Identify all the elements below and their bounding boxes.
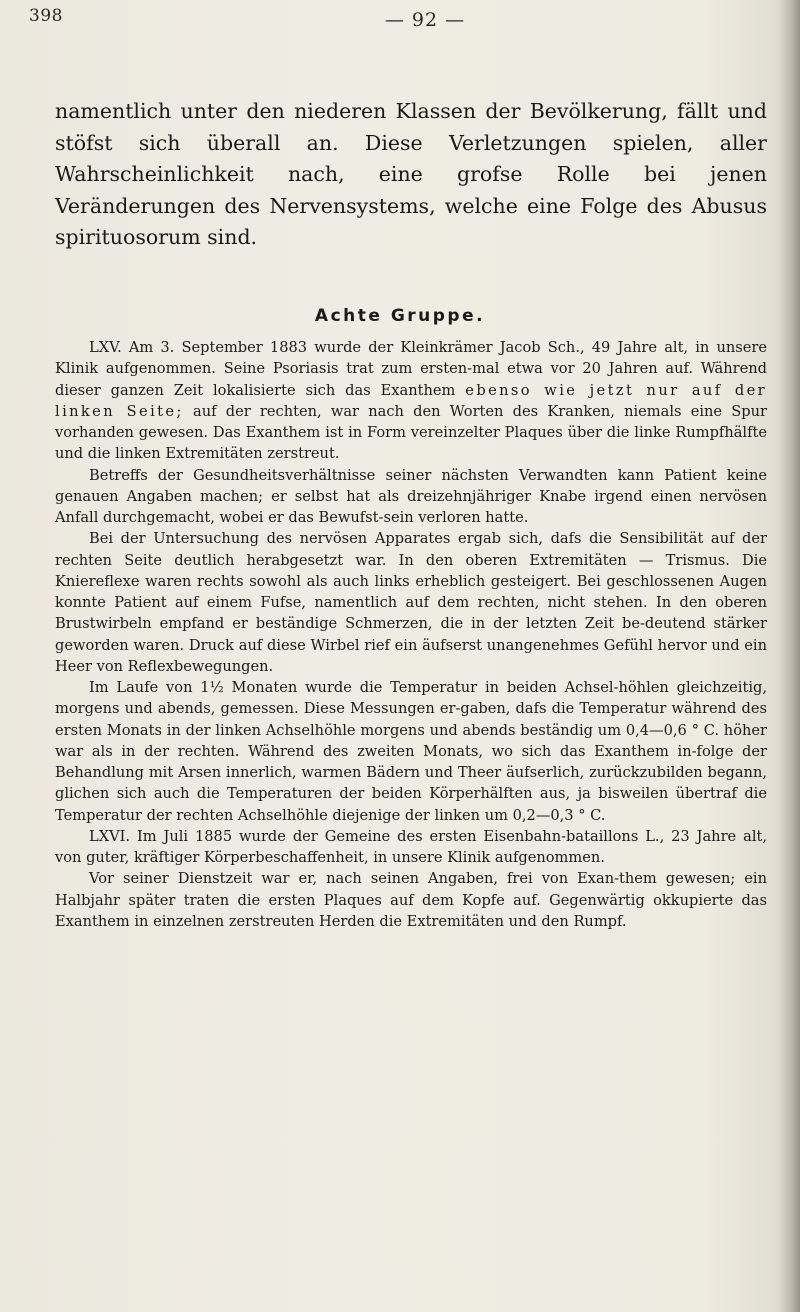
spaced-emphasis: ebenso wie jetzt nur auf der linken Seite;	[55, 381, 768, 420]
body-text	[55, 337, 767, 932]
page-number-center: — 92 —	[384, 9, 466, 31]
page-edge-shadow	[778, 0, 800, 1312]
paragraph-temperature: Im Laufe von 1½ Monaten wurde die Temperatur in beiden Achsel-höhlen gleichzeitig, morgens und abends, gemessen. Diese Messungen er-gaben, dafs die Temperatur während des ersten Monats in der linken Achselhöhle morgens und abends beständig um 0,4—0,6 ° C. höher war als in der rechten. Während des zweiten Monats, wo sich das Exanthem in-folge der Behandlung mit Arsen innerlich, warmen Bädern und Theer äufserlich, zurückzubilden begann, glichen sich auch die Temperaturen der beiden Körperhälften aus, ja bisweilen übertraf die Temperatur der rechten Achselhöhle diejenige der linken um 0,2—0,3 ° C.	[55, 679, 767, 824]
paragraph-case-65-part-2: auf der rechten, war nach den Worten des Kranken, niemals eine Spur vorhanden gewesen. Das Exanthem ist in Form vereinzelter Plaques über die linke Rumpfhälfte und die linken Extremitäten zerstreut.	[55, 402, 768, 463]
paragraph-examination: Bei der Untersuchung des nervösen Apparates ergab sich, dafs die Sensibilität auf der rechten Seite deutlich herabgesetzt war. In den oberen Extremitäten — Trismus. Die Kniereflexe waren rechts sowohl als auch links erheblich gesteigert. Bei geschlossenen Augen konnte Patient auf einem Fufse, namentlich auf dem rechten, nicht stehen. In den oberen Brustwirbeln empfand er beständige Schmerzen, die in der letzten Zeit be-deutend stärker geworden waren. Druck auf diese Wirbel rief ein äufserst unangenehmes Gefühl hervor und ein Heer von Reflexbewegungen.	[55, 530, 767, 675]
paragraph-case-66-history: Vor seiner Dienstzeit war er, nach seinen Angaben, frei von Exan-them gewesen; ein Halbjahr später traten die ersten Plaques auf dem Kopfe auf. Gegenwärtig okkupierte das Exanthem in einzelnen zerstreuten Herden die Extremitäten und den Rumpf.	[55, 870, 767, 930]
paragraph-case-65	[55, 337, 767, 465]
section-heading: Achte Gruppe.	[314, 306, 486, 326]
page-number-left: 398	[29, 6, 63, 26]
paragraph-case-65-part-1: LXV. Am 3. September 1883 wurde der Kleinkrämer Jacob Sch., 49 Jahre alt, in unsere Klinik aufgenommen. Seine Psoriasis trat zum ersten-mal etwa vor 20 Jahren auf. Während dieser ganzen Zeit lokalisierte sich das Exanthem	[55, 339, 767, 399]
intro-paragraph: namentlich unter den niederen Klassen der Bevölkerung, fällt und stöfst sich überall an. Diese Verletzungen spielen, aller Wahrscheinlichkeit nach, eine grofse Rolle bei jenen Veränderungen des Nervensystems, welche eine Folge des Abusus spirituosorum sind.	[55, 99, 767, 249]
paragraph-family-history: Betreffs der Gesundheitsverhältnisse seiner nächsten Verwandten kann Patient keine genauen Angaben machen; er selbst hat als dreizehnjähriger Knabe irgend einen nervösen Anfall durchgemacht, wobei er das Bewufst-sein verloren hatte.	[55, 466, 767, 526]
paragraph-case-66: LXVI. Im Juli 1885 wurde der Gemeine des ersten Eisenbahn-bataillons L., 23 Jahre alt, von guter, kräftiger Körperbeschaffenheit, in unsere Klinik aufgenommen.	[55, 827, 767, 866]
